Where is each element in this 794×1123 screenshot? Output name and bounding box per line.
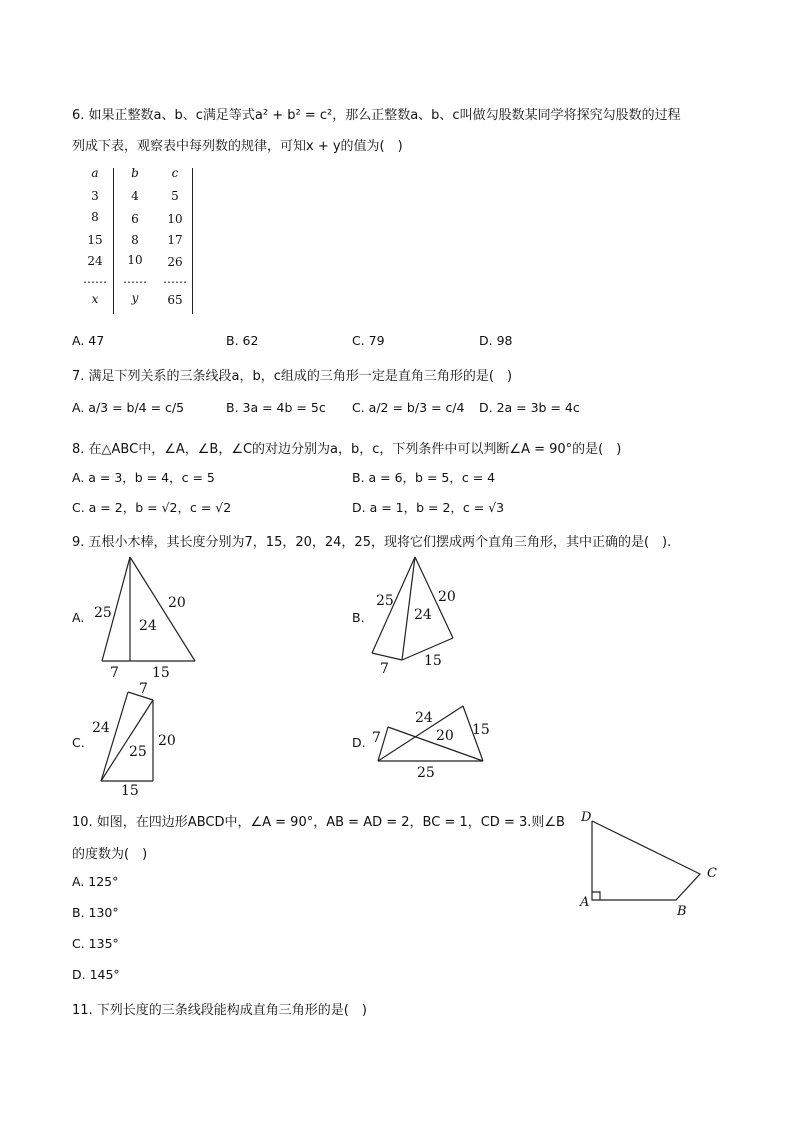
fig-label: 20 <box>168 595 186 611</box>
table-cell: y <box>131 291 139 305</box>
table-cell: …… <box>123 272 147 286</box>
fig-label: 24 <box>414 607 432 623</box>
q7-option-c[interactable]: C. a/2 = b/3 = c/4 <box>352 400 465 415</box>
fig-label: 24 <box>415 710 433 726</box>
table-cell: 5 <box>171 189 179 203</box>
fig-label: 25 <box>376 593 394 609</box>
table-header-b: b <box>131 166 139 180</box>
fig-label: 24 <box>92 720 110 736</box>
q6-option-c[interactable]: C. 79 <box>352 333 385 348</box>
q9-option-c[interactable]: C. <box>72 735 85 750</box>
fig-label: 7 <box>139 681 148 697</box>
q7-option-a[interactable]: A. a/3 = b/4 = c/5 <box>72 400 185 415</box>
vertex-label-a: A <box>580 895 590 910</box>
q8-option-d[interactable]: D. a = 1，b = 2，c = √3 <box>352 500 505 515</box>
table-cell: …… <box>83 272 107 286</box>
table-cell: 3 <box>91 189 99 203</box>
table-cell: x <box>91 292 99 306</box>
fig-label: 20 <box>158 733 176 749</box>
q8-option-a[interactable]: A. a = 3，b = 4，c = 5 <box>72 470 215 485</box>
table-cell: 4 <box>131 189 139 203</box>
fig-label: 20 <box>438 589 456 605</box>
q9-figure-a <box>92 553 204 681</box>
q8-option-c[interactable]: C. a = 2，b = √2，c = √2 <box>72 500 232 515</box>
q8-option-b[interactable]: B. a = 6，b = 5，c = 4 <box>352 470 496 485</box>
vertex-label-b: B <box>677 904 687 918</box>
vertex-label-c: C <box>707 866 717 881</box>
q9-figure-c <box>88 680 188 800</box>
fig-label: 25 <box>94 605 112 621</box>
table-cell: 65 <box>167 293 183 307</box>
q9-option-d[interactable]: D. <box>352 735 366 750</box>
table-cell: 26 <box>167 255 183 269</box>
table-cell: 24 <box>87 254 103 268</box>
q10-option-d[interactable]: D. 145° <box>72 967 120 982</box>
q7-stem: 7. 满足下列关系的三条线段a，b，c组成的三角形一定是直角三角形的是( ) <box>72 369 513 384</box>
fig-label: 15 <box>472 722 490 738</box>
q8-stem: 8. 在△ABC中，∠A，∠B，∠C的对边分别为a，b，c，下列条件中可以判断∠A = 90°的是( ) <box>72 442 622 457</box>
q9-stem: 9. 五根小木棒，其长度分别为7，15，20，24，25，现将它们摆成两个直角三角形，其中正确的是( ). <box>72 535 672 550</box>
q10-option-b[interactable]: B. 130° <box>72 905 119 920</box>
table-cell: 8 <box>131 233 139 247</box>
fig-label: 7 <box>372 730 381 746</box>
fig-label: 15 <box>424 653 442 669</box>
q6-option-b[interactable]: B. 62 <box>226 333 259 348</box>
q10-option-a[interactable]: A. 125° <box>72 874 119 889</box>
table-cell: 8 <box>91 210 99 224</box>
fig-label: 25 <box>129 744 147 760</box>
q10-stem-line2: 的度数为( ) <box>72 847 148 862</box>
q6-table <box>77 166 197 316</box>
q9-option-b[interactable]: B. <box>352 610 365 625</box>
q6-stem-line1: 6. 如果正整数a、b、c满足等式a² + b² = c²，那么正整数a、b、c叫做勾股数某同学将探究勾股数的过程 <box>72 108 681 123</box>
fig-label: 7 <box>380 661 389 677</box>
table-cell: 10 <box>167 212 183 226</box>
table-cell: 17 <box>167 233 183 247</box>
fig-label: 25 <box>417 765 435 781</box>
q7-option-d[interactable]: D. 2a = 3b = 4c <box>479 400 580 415</box>
fig-label: 15 <box>121 783 139 799</box>
q6-stem-line2: 列成下表，观察表中每列数的规律，可知x + y的值为( ) <box>72 139 403 154</box>
table-cell: …… <box>163 272 187 286</box>
q9-figure-d <box>368 700 494 784</box>
q10-quadrilateral-figure <box>570 806 730 918</box>
fig-label: 15 <box>152 665 170 681</box>
fig-label: 7 <box>110 665 119 681</box>
fig-label: 20 <box>436 728 454 744</box>
q9-option-a[interactable]: A. <box>72 610 85 625</box>
q11-stem: 11. 下列长度的三条线段能构成直角三角形的是( ) <box>72 1003 367 1018</box>
q7-option-b[interactable]: B. 3a = 4b = 5c <box>226 400 326 415</box>
table-divider <box>192 168 193 314</box>
table-cell: 6 <box>131 212 139 226</box>
vertex-label-d: D <box>581 810 592 825</box>
table-header-c: c <box>171 166 179 180</box>
fig-label: 24 <box>139 618 157 634</box>
q10-stem-line1: 10. 如图，在四边形ABCD中，∠A = 90°，AB = AD = 2，BC = 1，CD = 3.则∠B <box>72 815 565 830</box>
q10-option-c[interactable]: C. 135° <box>72 936 119 951</box>
q6-option-d[interactable]: D. 98 <box>479 333 513 348</box>
table-cell: 10 <box>127 253 143 267</box>
q6-option-a[interactable]: A. 47 <box>72 333 105 348</box>
table-divider <box>113 168 114 314</box>
table-cell: 15 <box>87 233 103 247</box>
q9-figure-b <box>366 553 466 678</box>
table-header-a: a <box>91 166 99 180</box>
